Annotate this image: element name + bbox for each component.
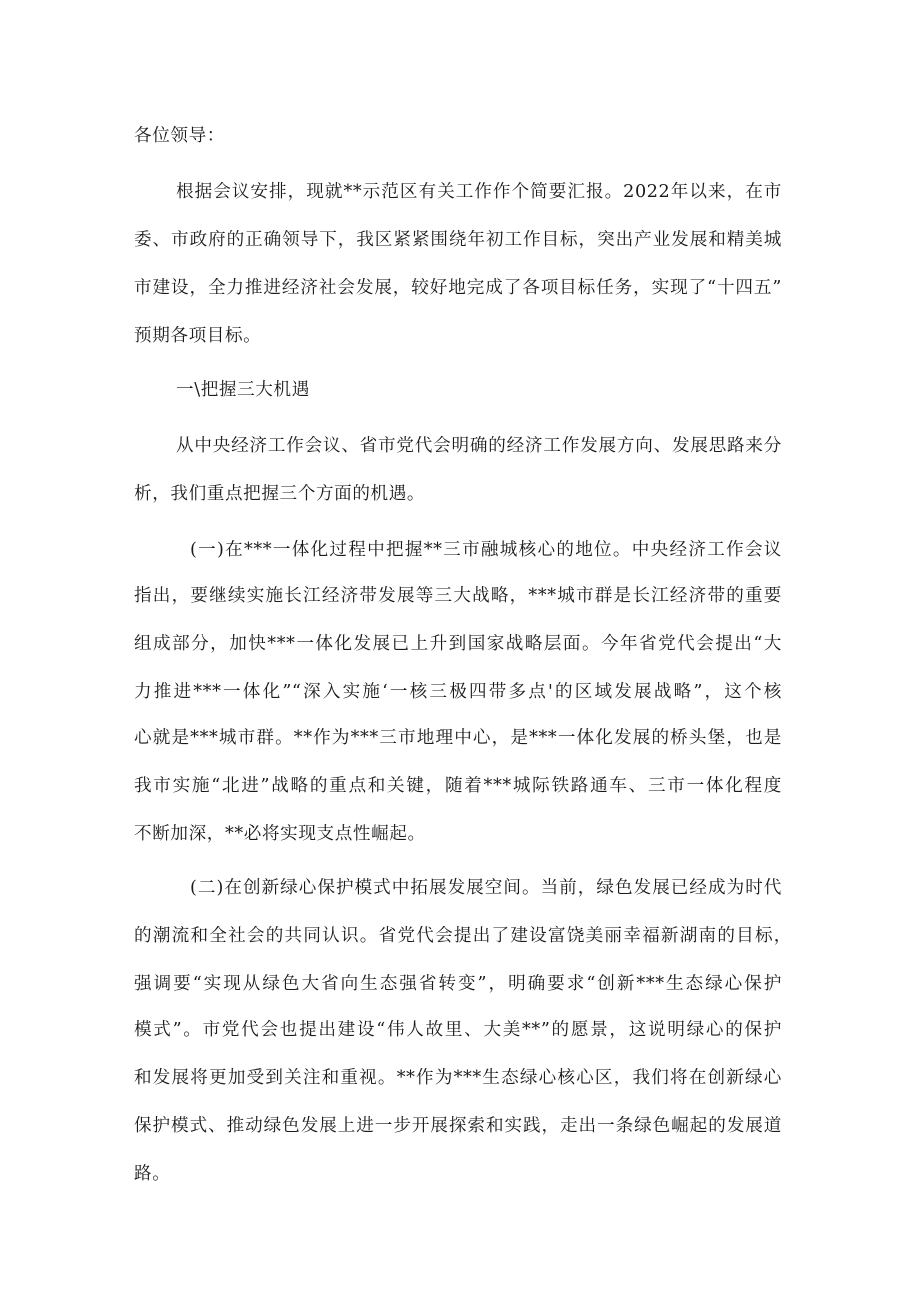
paragraph-5-line-7: 路。 <box>134 1164 171 1184</box>
paragraph-1-line-2: 委、市政府的正确领导下，我区紧紧围绕年初工作目标，突出产业发展和精美城 <box>134 230 782 250</box>
paragraph-5-line-4: 模式”。市党代会也提出建设“伟人故里、大美**”的愿景，这说明绿心的保护 <box>134 1020 782 1040</box>
paragraph-4-line-5: 心就是***城市群。**作为***三市地理中心，是***一体化发展的桥头堡，也是 <box>134 728 782 748</box>
paragraph-4-line-1: (一)在***一体化过程中把握**三市融城核心的地位。中央经济工作会议 <box>190 540 782 560</box>
paragraph-3-line-2: 析，我们重点把握三个方面的机遇。 <box>134 484 426 504</box>
section-heading: 一\把握三大机遇 <box>176 380 310 400</box>
paragraph-5-line-5: 和发展将更加受到关注和重视。**作为***生态绿心核心区，我们将在创新绿心 <box>134 1068 782 1088</box>
paragraph-4-line-7: 不断加深，**必将实现支点性崛起。 <box>134 824 426 844</box>
paragraph-4-line-3: 组成部分，加快***一体化发展已上升到国家战略层面。今年省党代会提出“大 <box>134 634 782 654</box>
paragraph-5-line-6: 保护模式、推动绿色发展上进一步开展探索和实践，走出一条绿色崛起的发展道 <box>134 1116 782 1136</box>
paragraph-4-line-4: 力推进***一体化”“深入实施‘一核三极四带多点'的区域发展战略”，这个核 <box>134 682 782 702</box>
salutation: 各位领导： <box>134 126 225 146</box>
paragraph-1-line-3: 市建设，全力推进经济社会发展，较好地完成了各项目标任务，实现了“十四五” <box>134 278 782 298</box>
paragraph-4-line-6: 我市实施“北进”战略的重点和关键，随着***城际铁路通车、三市一体化程度 <box>134 776 782 796</box>
paragraph-1-line-1: 根据会议安排，现就**示范区有关工作作个简要汇报。2022年以来，在市 <box>176 182 782 202</box>
paragraph-5-line-3: 强调要“实现从绿色大省向生态强省转变”，明确要求“创新***生态绿心保护 <box>134 974 782 994</box>
paragraph-5-line-1: (二)在创新绿心保护模式中拓展发展空间。当前，绿色发展已经成为时代 <box>190 878 782 898</box>
paragraph-3-line-1: 从中央经济工作会议、省市党代会明确的经济工作发展方向、发展思路来分 <box>176 436 782 456</box>
paragraph-5-line-2: 的潮流和全社会的共同认识。省党代会提出了建设富饶美丽幸福新湖南的目标， <box>134 926 792 946</box>
paragraph-4-line-2: 指出，要继续实施长江经济带发展等三大战略，***城市群是长江经济带的重要 <box>134 586 782 606</box>
paragraph-1-line-4: 预期各项目标。 <box>134 326 262 346</box>
